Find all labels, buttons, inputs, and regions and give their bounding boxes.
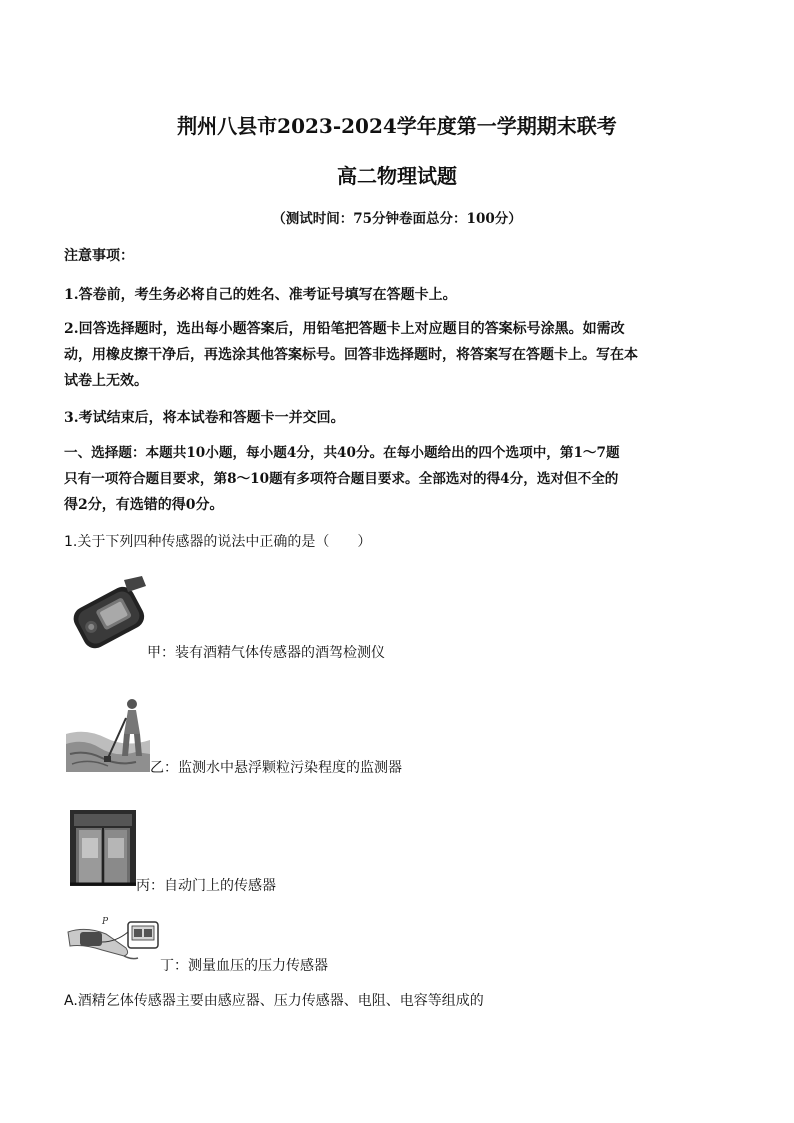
caption-bing: 丙：自动门上的传感器 (136, 878, 276, 894)
note-item-2-line2: 动，用橡皮擦干净后，再选涂其他答案标号。回答非选择题时，将答案写在答题卡上。写在本 (64, 347, 638, 363)
caption-ding: 丁：测量血压的压力传感器 (160, 958, 328, 974)
note-item-1: 1.答卷前，考生务必将自己的姓名、准考证号填写在答题卡上。 (64, 287, 457, 303)
note-item-2-line1: 2.回答选择题时，选出每小题答案后，用铅笔把答题卡上对应题目的答案标号涂黑。如需改 (64, 321, 625, 337)
notes-heading: 注意事项： (64, 248, 134, 264)
note-item-3: 3.考试结束后，将本试卷和答题卡一并交回。 (64, 410, 345, 426)
exam-title: 荆州八县市2023-2024学年度第一学期期末联考 (177, 114, 617, 138)
section1-line1: 一、选择题：本题共10小题，每小题4分，共40分。在每小题给出的四个选项中，第1～7题 (64, 445, 620, 461)
breathalyzer-image (66, 574, 150, 658)
question1-option-a: A.酒精乞体传感器主要由感应器、压力传感器、电阻、电容等组成的 (64, 993, 484, 1009)
blood-pressure-image (66, 912, 162, 972)
note-item-2-line3: 试卷上无效。 (64, 373, 148, 389)
water-monitor-image (66, 694, 150, 772)
section1-line3: 得2分，有选错的得0分。 (64, 497, 224, 513)
question1-stem: 1.关于下列四种传感器的说法中正确的是（ ） (64, 534, 372, 550)
automatic-door-image (70, 810, 136, 886)
caption-jia: 甲：装有酒精气体传感器的酒驾检测仪 (147, 645, 385, 661)
caption-yi: 乙：监测水中悬浮颗粒污染程度的监测器 (150, 760, 402, 776)
pressure-label: P (102, 917, 109, 927)
exam-subject: 高二物理试题 (337, 164, 457, 188)
exam-info: （测试时间：75分钟卷面总分：100分） (272, 211, 522, 227)
section1-line2: 只有一项符合题目要求，第8～10题有多项符合题目要求。全部选对的得4分，选对但不全的 (64, 471, 619, 487)
